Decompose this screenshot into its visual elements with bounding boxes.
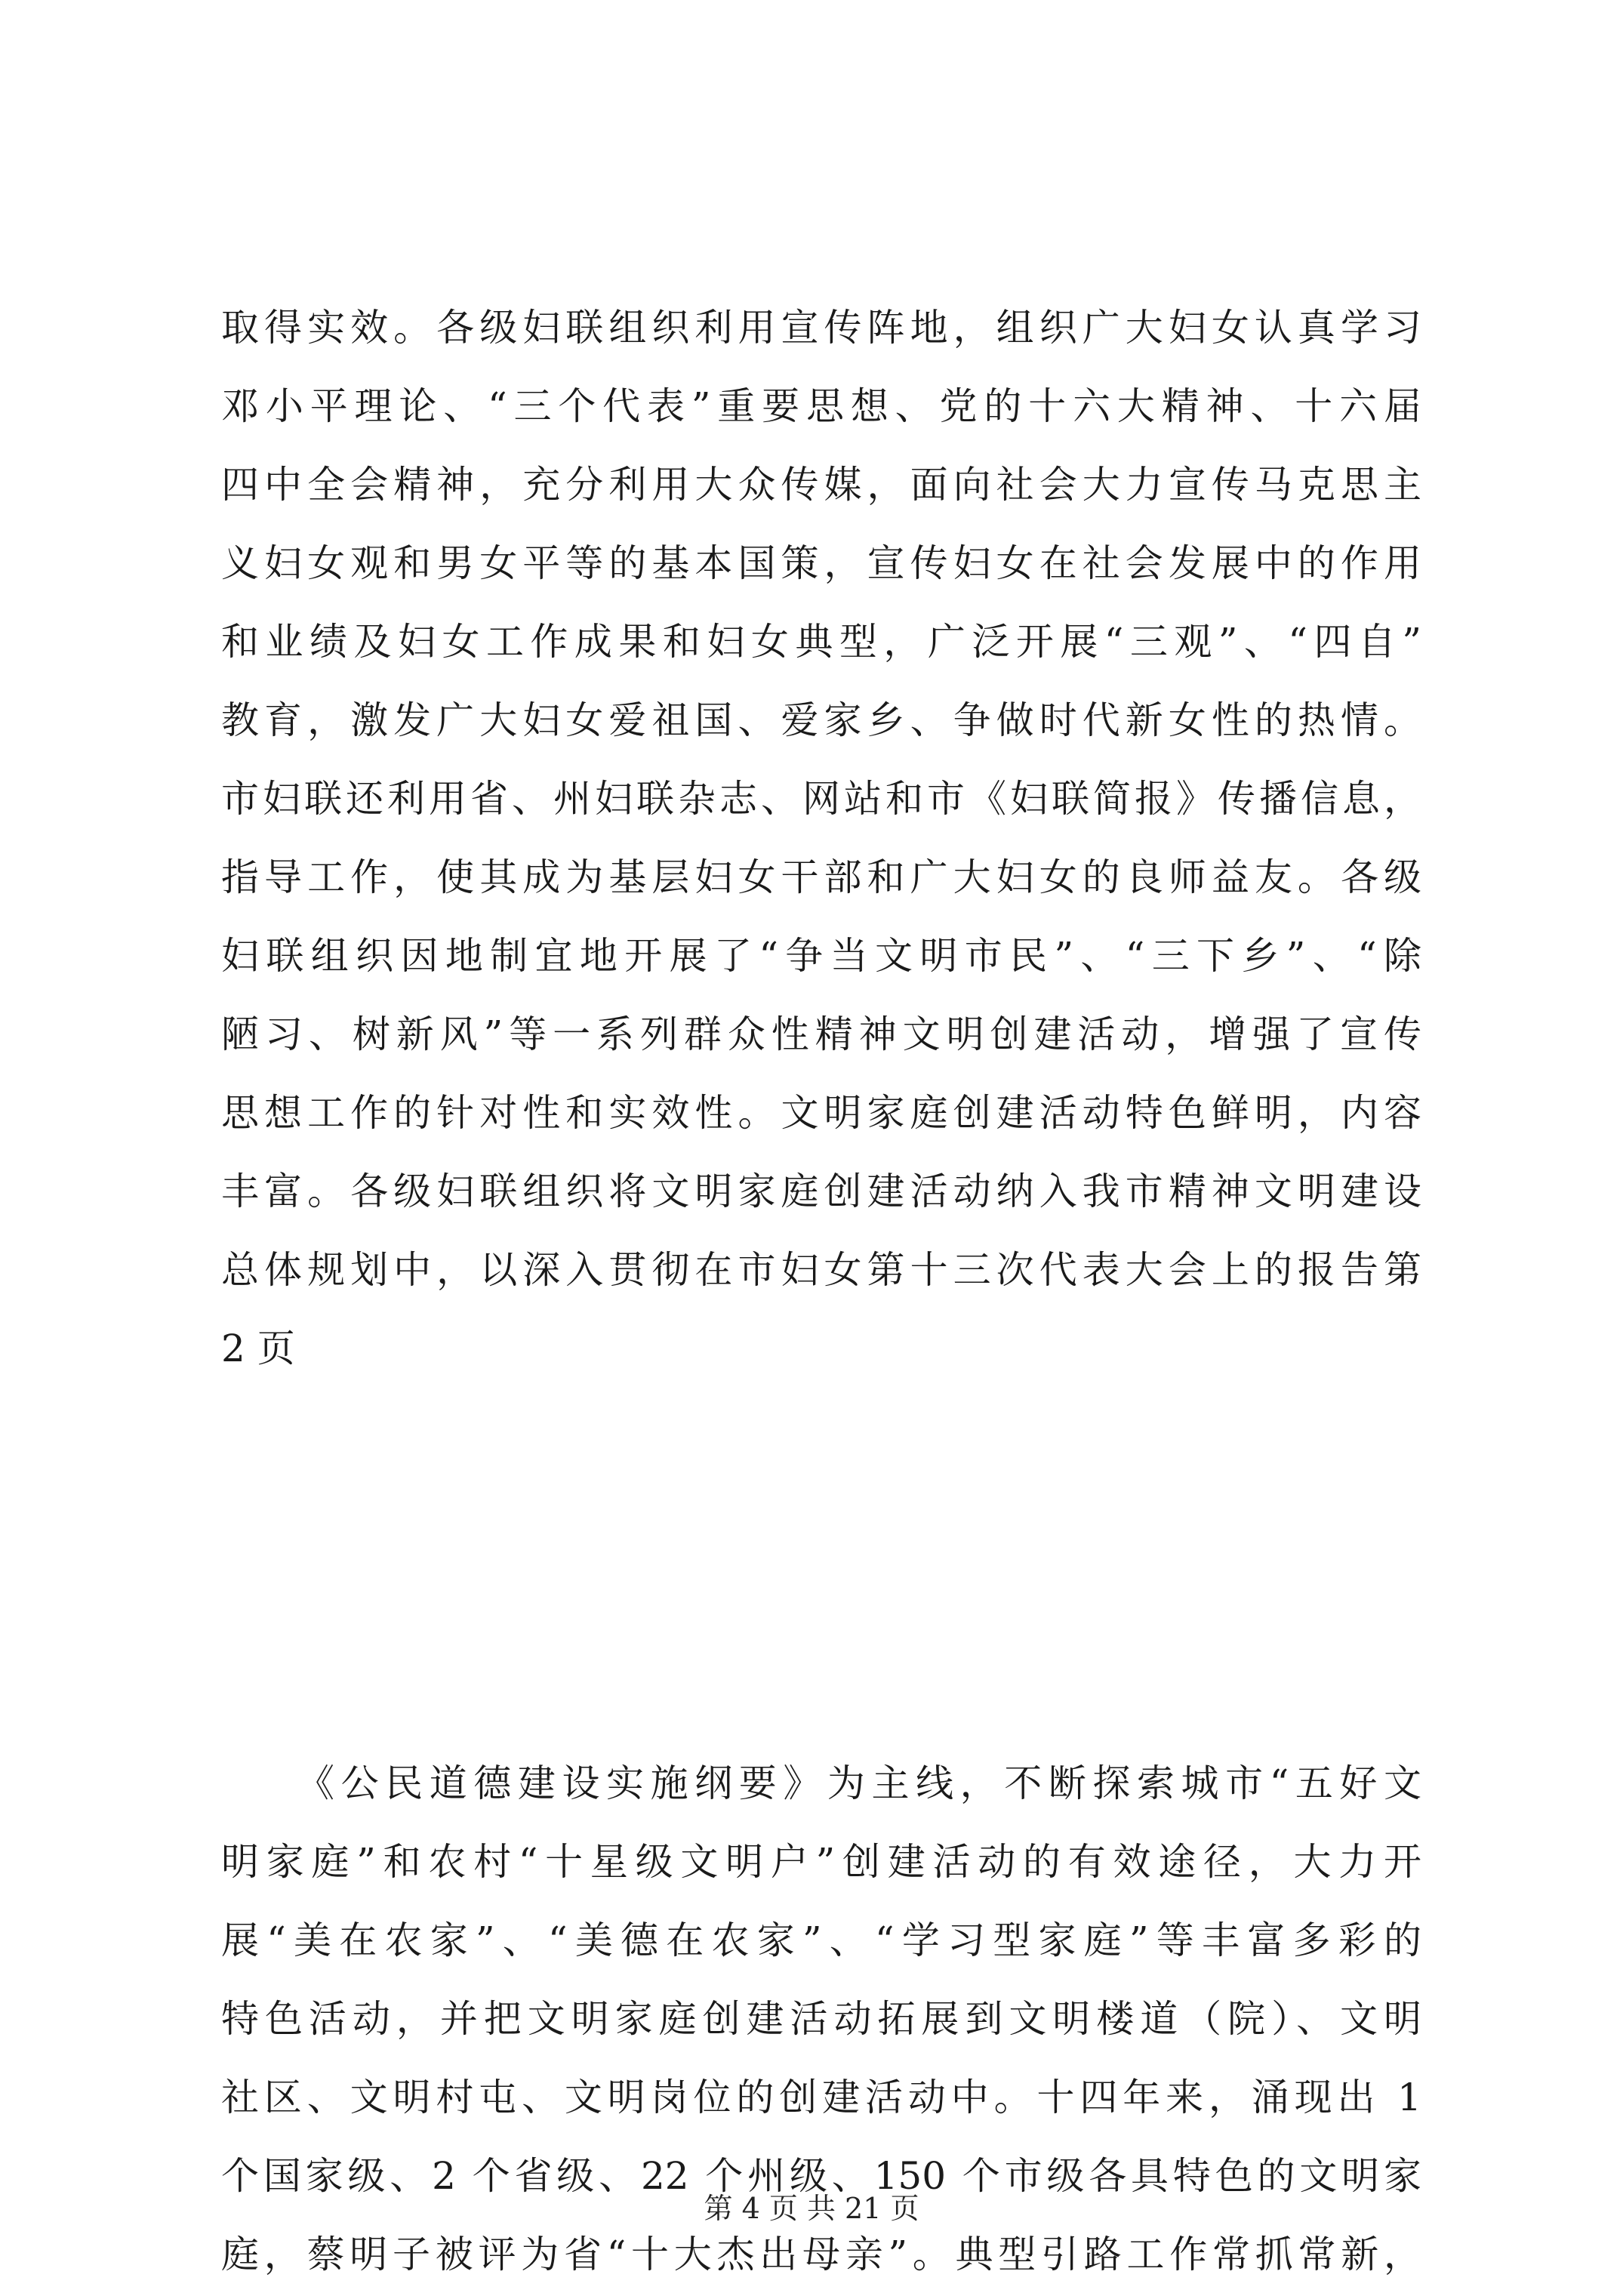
text-line: 和业绩及妇女工作成果和妇女典型，广泛开展“三观”、“四自” — [221, 620, 1421, 664]
text-line: 丰富。各级妇联组织将文明家庭创建活动纳入我市精神文明建设 — [221, 1170, 1421, 1213]
text-line: 妇联组织因地制宜地开展了“争当文明市民”、“三下乡”、“除 — [221, 934, 1421, 978]
text-line: 四中全会精神，充分利用大众传媒，面向社会大力宣传马克思主 — [221, 463, 1421, 507]
page-marker-line: 2 页 — [221, 1327, 295, 1370]
text-line: 个国家级、2 个省级、22 个州级、150 个市级各具特色的文明家 — [221, 2154, 1421, 2198]
text-line: 特色活动，并把文明家庭创建活动拓展到文明楼道（院）、文明 — [221, 1997, 1421, 2041]
page-footer: 第 4 页 共 21 页 — [704, 2192, 919, 2225]
text-line: 陋习、树新风”等一系列群众性精神文明创建活动，增强了宣传 — [221, 1012, 1421, 1056]
text-line: 明家庭”和农村“十星级文明户”创建活动的有效途径，大力开 — [221, 1840, 1421, 1884]
text-line: 《公民道德建设实施纲要》为主线，不断探索城市“五好文 — [297, 1761, 1421, 1805]
text-line: 展“美在农家”、“美德在农家”、“学习型家庭”等丰富多彩的 — [221, 1918, 1421, 1962]
text-line: 义妇女观和男女平等的基本国策，宣传妇女在社会发展中的作用 — [221, 541, 1421, 585]
text-line: 教育，激发广大妇女爱祖国、爱家乡、争做时代新女性的热情。 — [221, 698, 1421, 742]
text-line: 取得实效。各级妇联组织利用宣传阵地，组织广大妇女认真学习 — [221, 306, 1421, 350]
body-paragraph-1 — [221, 288, 1421, 1388]
text-line: 庭，蔡明子被评为省“十大杰出母亲”。典型引路工作常抓常新， — [221, 2233, 1421, 2276]
text-line: 总体规划中，以深入贯彻在市妇女第十三次代表大会上的报告第 — [221, 1248, 1421, 1292]
text-line: 市妇联还利用省、州妇联杂志、网站和市《妇联简报》传播信息， — [221, 777, 1421, 821]
text-line: 社区、文明村屯、文明岗位的创建活动中。十四年来，涌现出 1 — [221, 2076, 1421, 2119]
text-line: 邓小平理论、“三个代表”重要思想、党的十六大精神、十六届 — [221, 384, 1421, 428]
text-line: 思想工作的针对性和实效性。文明家庭创建活动特色鲜明，内容 — [221, 1091, 1421, 1135]
text-line: 指导工作，使其成为基层妇女干部和广大妇女的良师益友。各级 — [221, 855, 1421, 899]
